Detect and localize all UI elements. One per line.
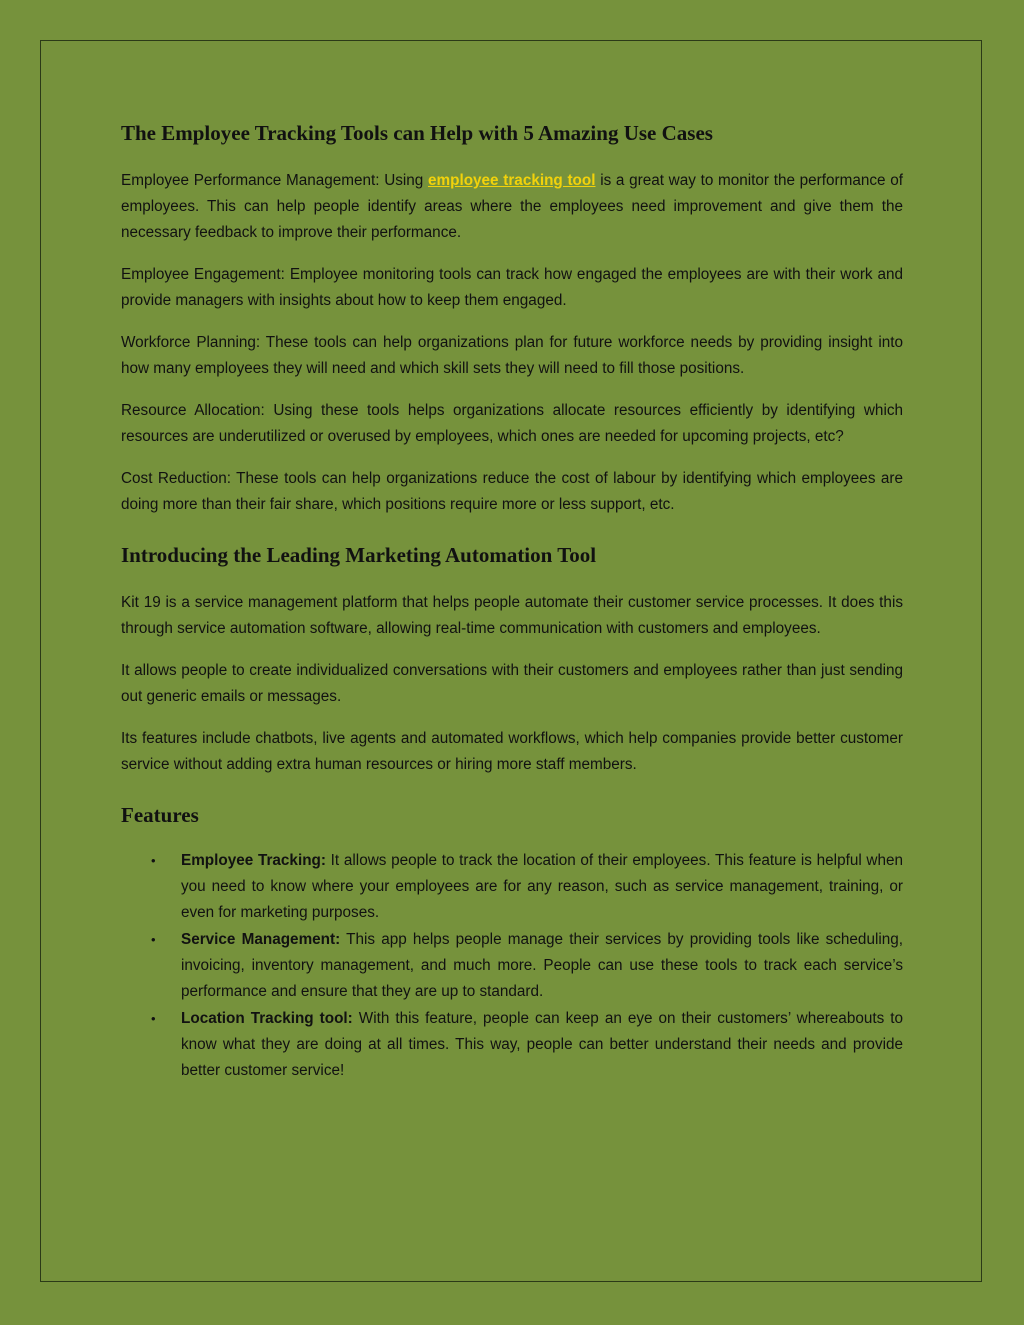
document-body bbox=[121, 118, 903, 1085]
paragraph-cost-reduction: Cost Reduction: These tools can help organizations reduce the cost of labour by identifying which employees are doing more than their fair share, which positions require more or less support, etc. bbox=[121, 470, 903, 513]
bullet-icon: • bbox=[151, 1011, 156, 1026]
paragraph-text: is a great way to monitor the performance of employees. This can help people identify areas where the employees need improvement and give them the necessary feedback to improve their performance. bbox=[121, 172, 903, 241]
feature-description: This app helps people manage their services by providing tools like scheduling, invoicing, inventory management, and much more. People can use these tools to track each service’s performance and ensure that they are up to standard. bbox=[181, 931, 904, 1000]
paragraph-kit19-intro: Kit 19 is a service management platform that helps people automate their customer service processes. It does this through service automation software, allowing real-time communication with customers and employees. bbox=[121, 594, 903, 637]
feature-description: It allows people to track the location of their employees. This feature is helpful when you need to know where your employees are for any reason, such as service management, training, or even for marketing purposes. bbox=[181, 852, 904, 921]
list-item bbox=[121, 848, 903, 926]
feature-description: With this feature, people can keep an eye on their customers’ whereabouts to know what they are doing at all times. This way, people can better understand their needs and provide better customer service! bbox=[181, 1010, 903, 1079]
section-title-marketing-tool: Introducing the Leading Marketing Automation Tool bbox=[121, 543, 597, 567]
paragraph-resource-allocation: Resource Allocation: Using these tools helps organizations allocate resources efficiently by identifying which resources are underutilized or overused by employees, which ones are needed for upcoming projects, etc? bbox=[121, 402, 903, 445]
paragraph-features-summary: Its features include chatbots, live agents and automated workflows, which help companies provide better customer service without adding extra human resources or hiring more staff members. bbox=[121, 730, 903, 773]
paragraph-performance-management bbox=[121, 168, 903, 246]
paragraph-employee-engagement: Employee Engagement: Employee monitoring tools can track how engaged the employees are with their work and provide managers with insights about how to keep them engaged. bbox=[121, 266, 903, 309]
paragraph-workforce-planning: Workforce Planning: These tools can help organizations plan for future workforce needs by providing insight into how many employees they will need and which skill sets they will need to fill those positions. bbox=[121, 334, 903, 377]
features-list bbox=[121, 848, 903, 1084]
feature-term: Employee Tracking: bbox=[181, 852, 326, 869]
section-title-features: Features bbox=[121, 803, 199, 827]
paragraph-text: Employee Performance Management: Using bbox=[121, 172, 428, 189]
bullet-icon: • bbox=[151, 932, 156, 947]
list-item bbox=[121, 927, 903, 1005]
bullet-icon: • bbox=[151, 853, 156, 868]
list-item bbox=[121, 1006, 903, 1084]
feature-term: Location Tracking tool: bbox=[181, 1010, 353, 1027]
feature-term: Service Management: bbox=[181, 931, 341, 948]
employee-tracking-tool-link[interactable]: employee tracking tool bbox=[428, 172, 596, 189]
paragraph-individualized-conversations: It allows people to create individualized conversations with their customers and employees rather than just sending out generic emails or messages. bbox=[121, 662, 903, 705]
section-title-use-cases: The Employee Tracking Tools can Help with 5 Amazing Use Cases bbox=[121, 121, 713, 145]
